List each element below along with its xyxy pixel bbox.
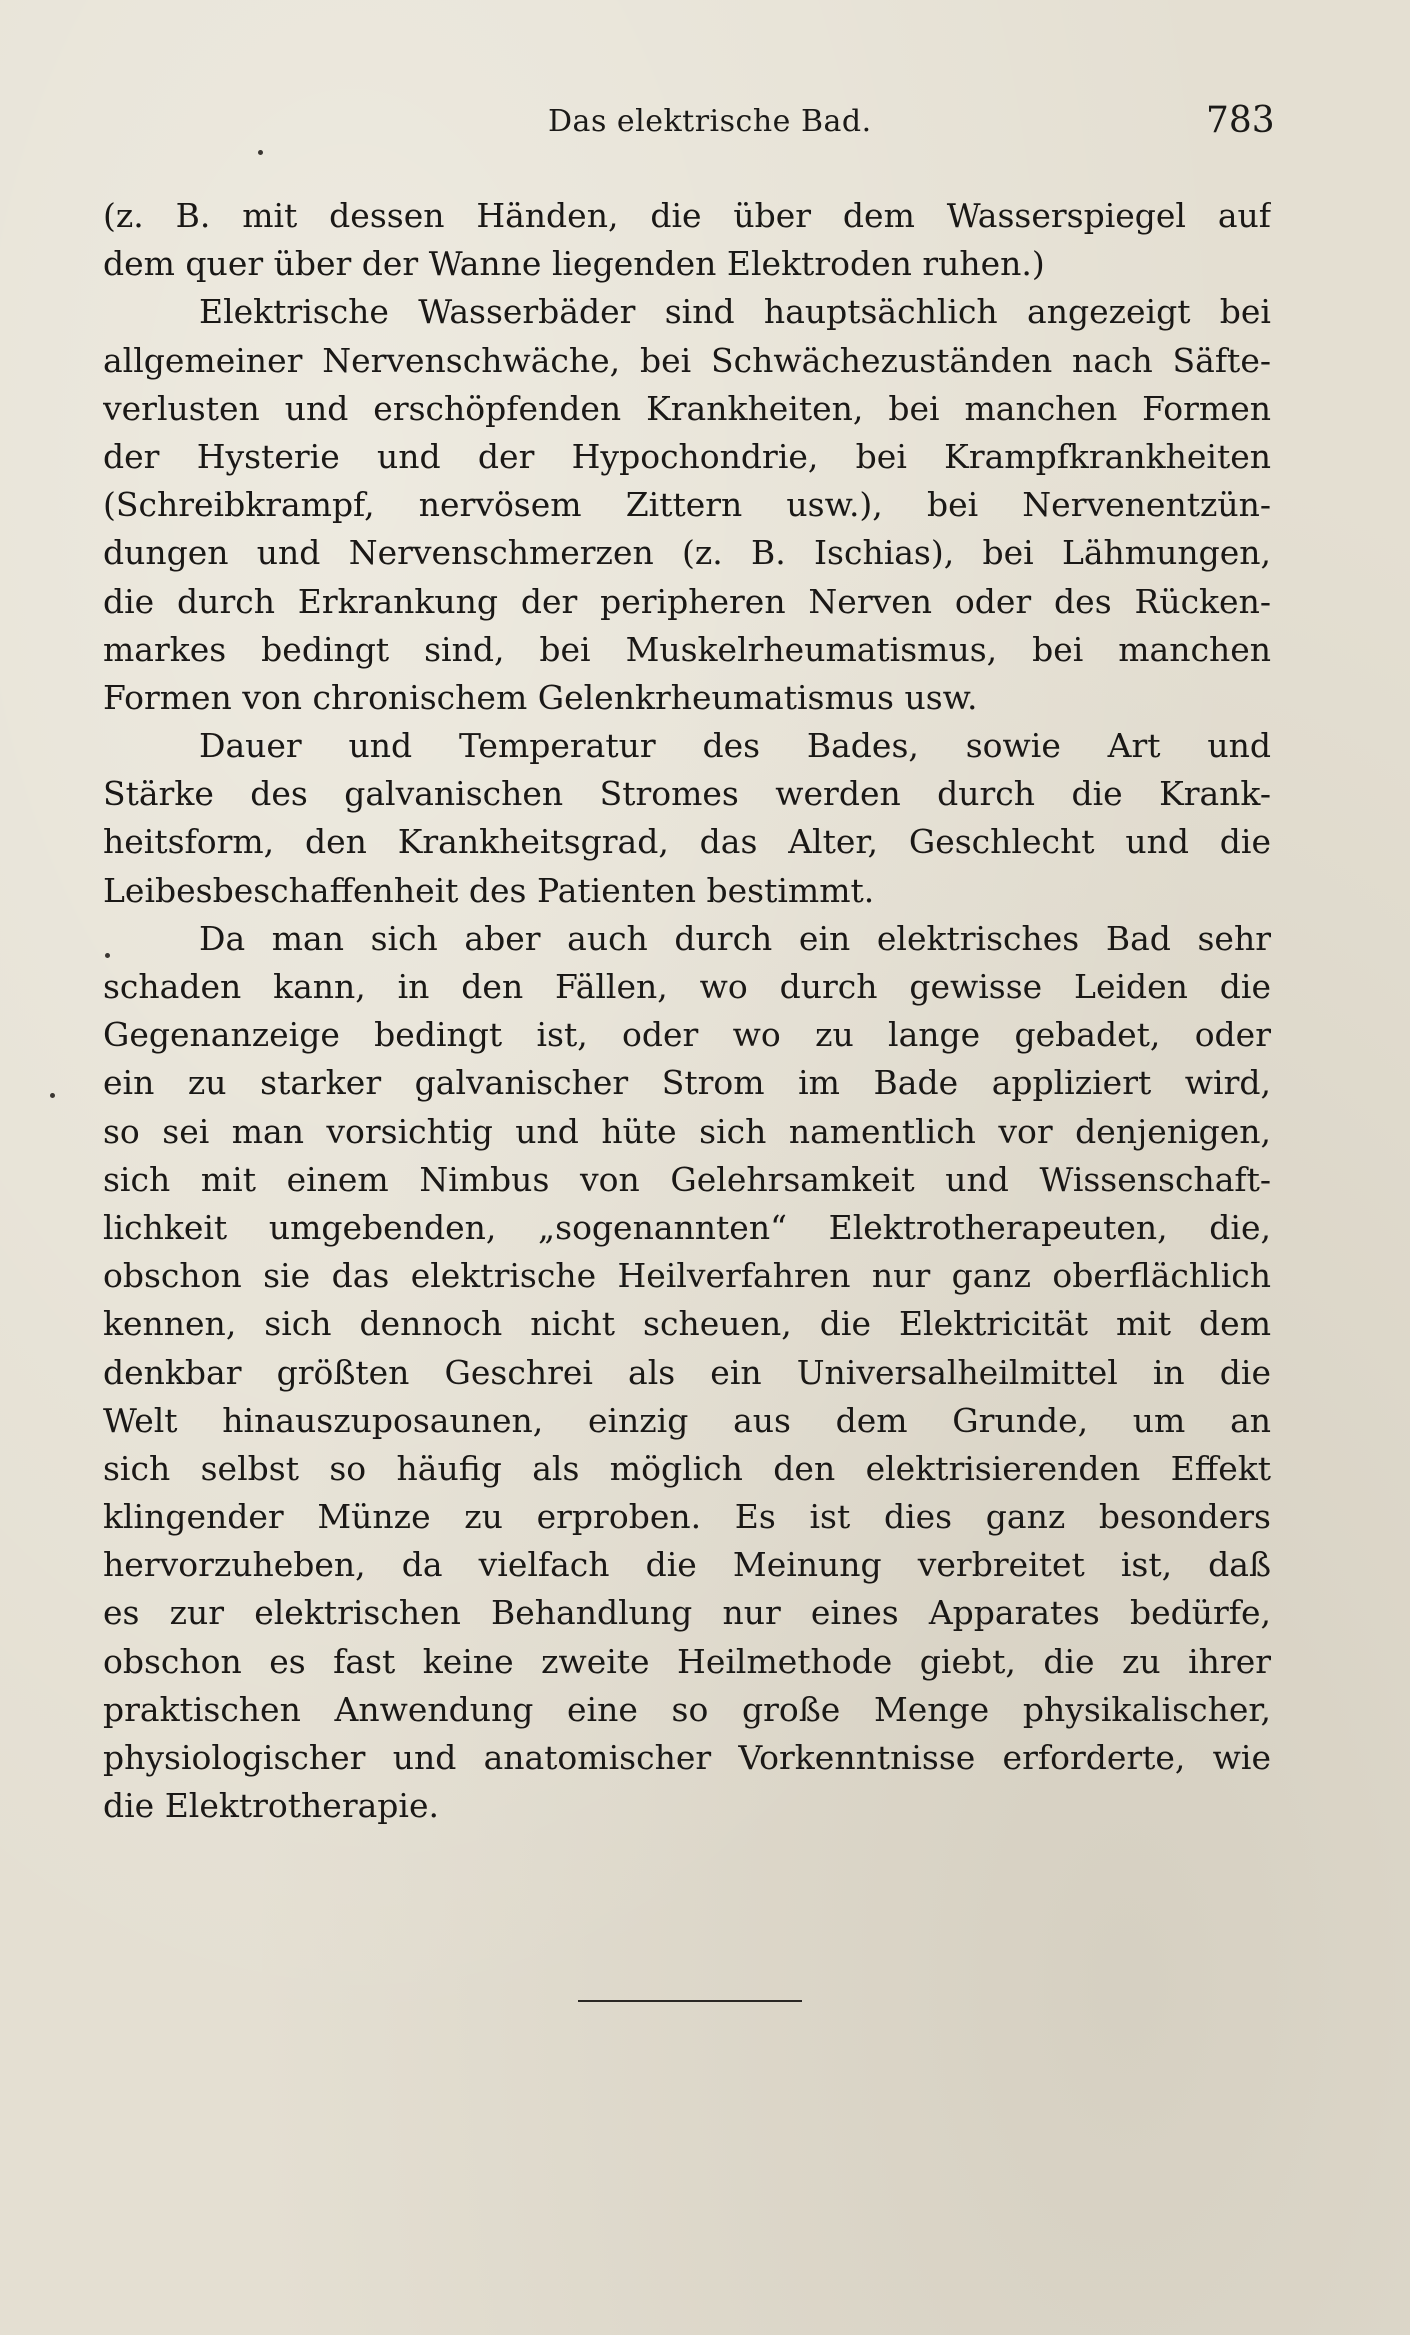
page-number: 783 bbox=[1206, 100, 1275, 141]
text-line: Leibesbeschaffenheit des Patienten bestimmt. bbox=[103, 870, 875, 910]
text-line: dem quer über der Wanne liegenden Elektroden ruhen.) bbox=[103, 244, 1045, 284]
text-line: die Elektrotherapie. bbox=[103, 1786, 439, 1826]
text-line: physiologischer und anatomischer Vorkenntnisse erforderte, wie bbox=[103, 1738, 1271, 1777]
end-rule bbox=[578, 2000, 802, 2002]
text-line: heitsform, den Krankheitsgrad, das Alter, Geschlecht und die bbox=[103, 822, 1271, 862]
text-line: klingender Münze zu erproben. Es ist dies ganz besonders bbox=[103, 1497, 1271, 1537]
text-line: schaden kann, in den Fällen, wo durch gewisse Leiden die bbox=[103, 967, 1271, 1006]
text-line: hervorzuheben, da vielfach die Meinung verbreitet ist, daß bbox=[103, 1545, 1271, 1585]
text-line: ein zu starker galvanischer Strom im Bade appliziert wird, bbox=[103, 1063, 1271, 1103]
text-line: so sei man vorsichtig und hüte sich namentlich vor denjenigen, bbox=[103, 1111, 1271, 1151]
print-speck bbox=[105, 953, 110, 958]
text-line: sich mit einem Nimbus von Gelehrsamkeit und Wissenschaft- bbox=[103, 1159, 1271, 1199]
text-line: denkbar größten Geschrei als ein Universalheilmittel in die bbox=[103, 1352, 1271, 1392]
text-line: Formen von chronischem Gelenkrheumatismus usw. bbox=[103, 677, 978, 717]
text-line: Stärke des galvanischen Stromes werden durch die Krank- bbox=[103, 774, 1271, 814]
text-line: (z. B. mit dessen Händen, die über dem Wasserspiegel auf bbox=[103, 196, 1271, 235]
text-line: lichkeit umgebenden, „sogenannten“ Elektrotherapeuten, die, bbox=[103, 1207, 1271, 1247]
text-line: kennen, sich dennoch nicht scheuen, die Elektricität mit dem bbox=[103, 1304, 1271, 1344]
print-speck bbox=[50, 1093, 55, 1098]
print-speck bbox=[258, 150, 263, 155]
text-line: obschon es fast keine zweite Heilmethode giebt, die zu ihrer bbox=[103, 1641, 1271, 1681]
text-line: sich selbst so häufig als möglich den elektrisierenden Effekt bbox=[103, 1448, 1271, 1488]
text-line: Dauer und Temperatur des Bades, sowie Art und bbox=[199, 726, 1271, 766]
running-head bbox=[0, 100, 1410, 154]
text-line: praktischen Anwendung eine so große Menge physikalischer, bbox=[103, 1689, 1271, 1729]
text-line: die durch Erkrankung der peripheren Nerven oder des Rücken- bbox=[103, 581, 1271, 621]
text-line: verlusten und erschöpfenden Krankheiten, bei manchen Formen bbox=[103, 388, 1271, 428]
text-line: (Schreibkrampf, nervösem Zittern usw.), bei Nervenentzün- bbox=[103, 485, 1271, 525]
text-line: der Hysterie und der Hypochondrie, bei Krampfkrankheiten bbox=[103, 436, 1271, 476]
text-line: markes bedingt sind, bei Muskelrheumatismus, bei manchen bbox=[103, 629, 1271, 669]
text-line: Welt hinauszuposaunen, einzig aus dem Grunde, um an bbox=[103, 1400, 1271, 1440]
text-line: dungen und Nervenschmerzen (z. B. Ischias), bei Lähmungen, bbox=[103, 533, 1271, 573]
running-title: Das elektrische Bad. bbox=[548, 104, 872, 139]
text-line: es zur elektrischen Behandlung nur eines Apparates bedürfe, bbox=[103, 1593, 1271, 1633]
text-line: obschon sie das elektrische Heilverfahren nur ganz oberflächlich bbox=[103, 1256, 1271, 1296]
text-line: Gegenanzeige bedingt ist, oder wo zu lange gebadet, oder bbox=[103, 1015, 1271, 1055]
body-text bbox=[103, 192, 1271, 1830]
text-line: Elektrische Wasserbäder sind hauptsächlich angezeigt bei bbox=[199, 292, 1271, 332]
text-line: Da man sich aber auch durch ein elektrisches Bad sehr bbox=[199, 918, 1271, 958]
text-line: allgemeiner Nervenschwäche, bei Schwächezuständen nach Säfte- bbox=[103, 340, 1271, 380]
